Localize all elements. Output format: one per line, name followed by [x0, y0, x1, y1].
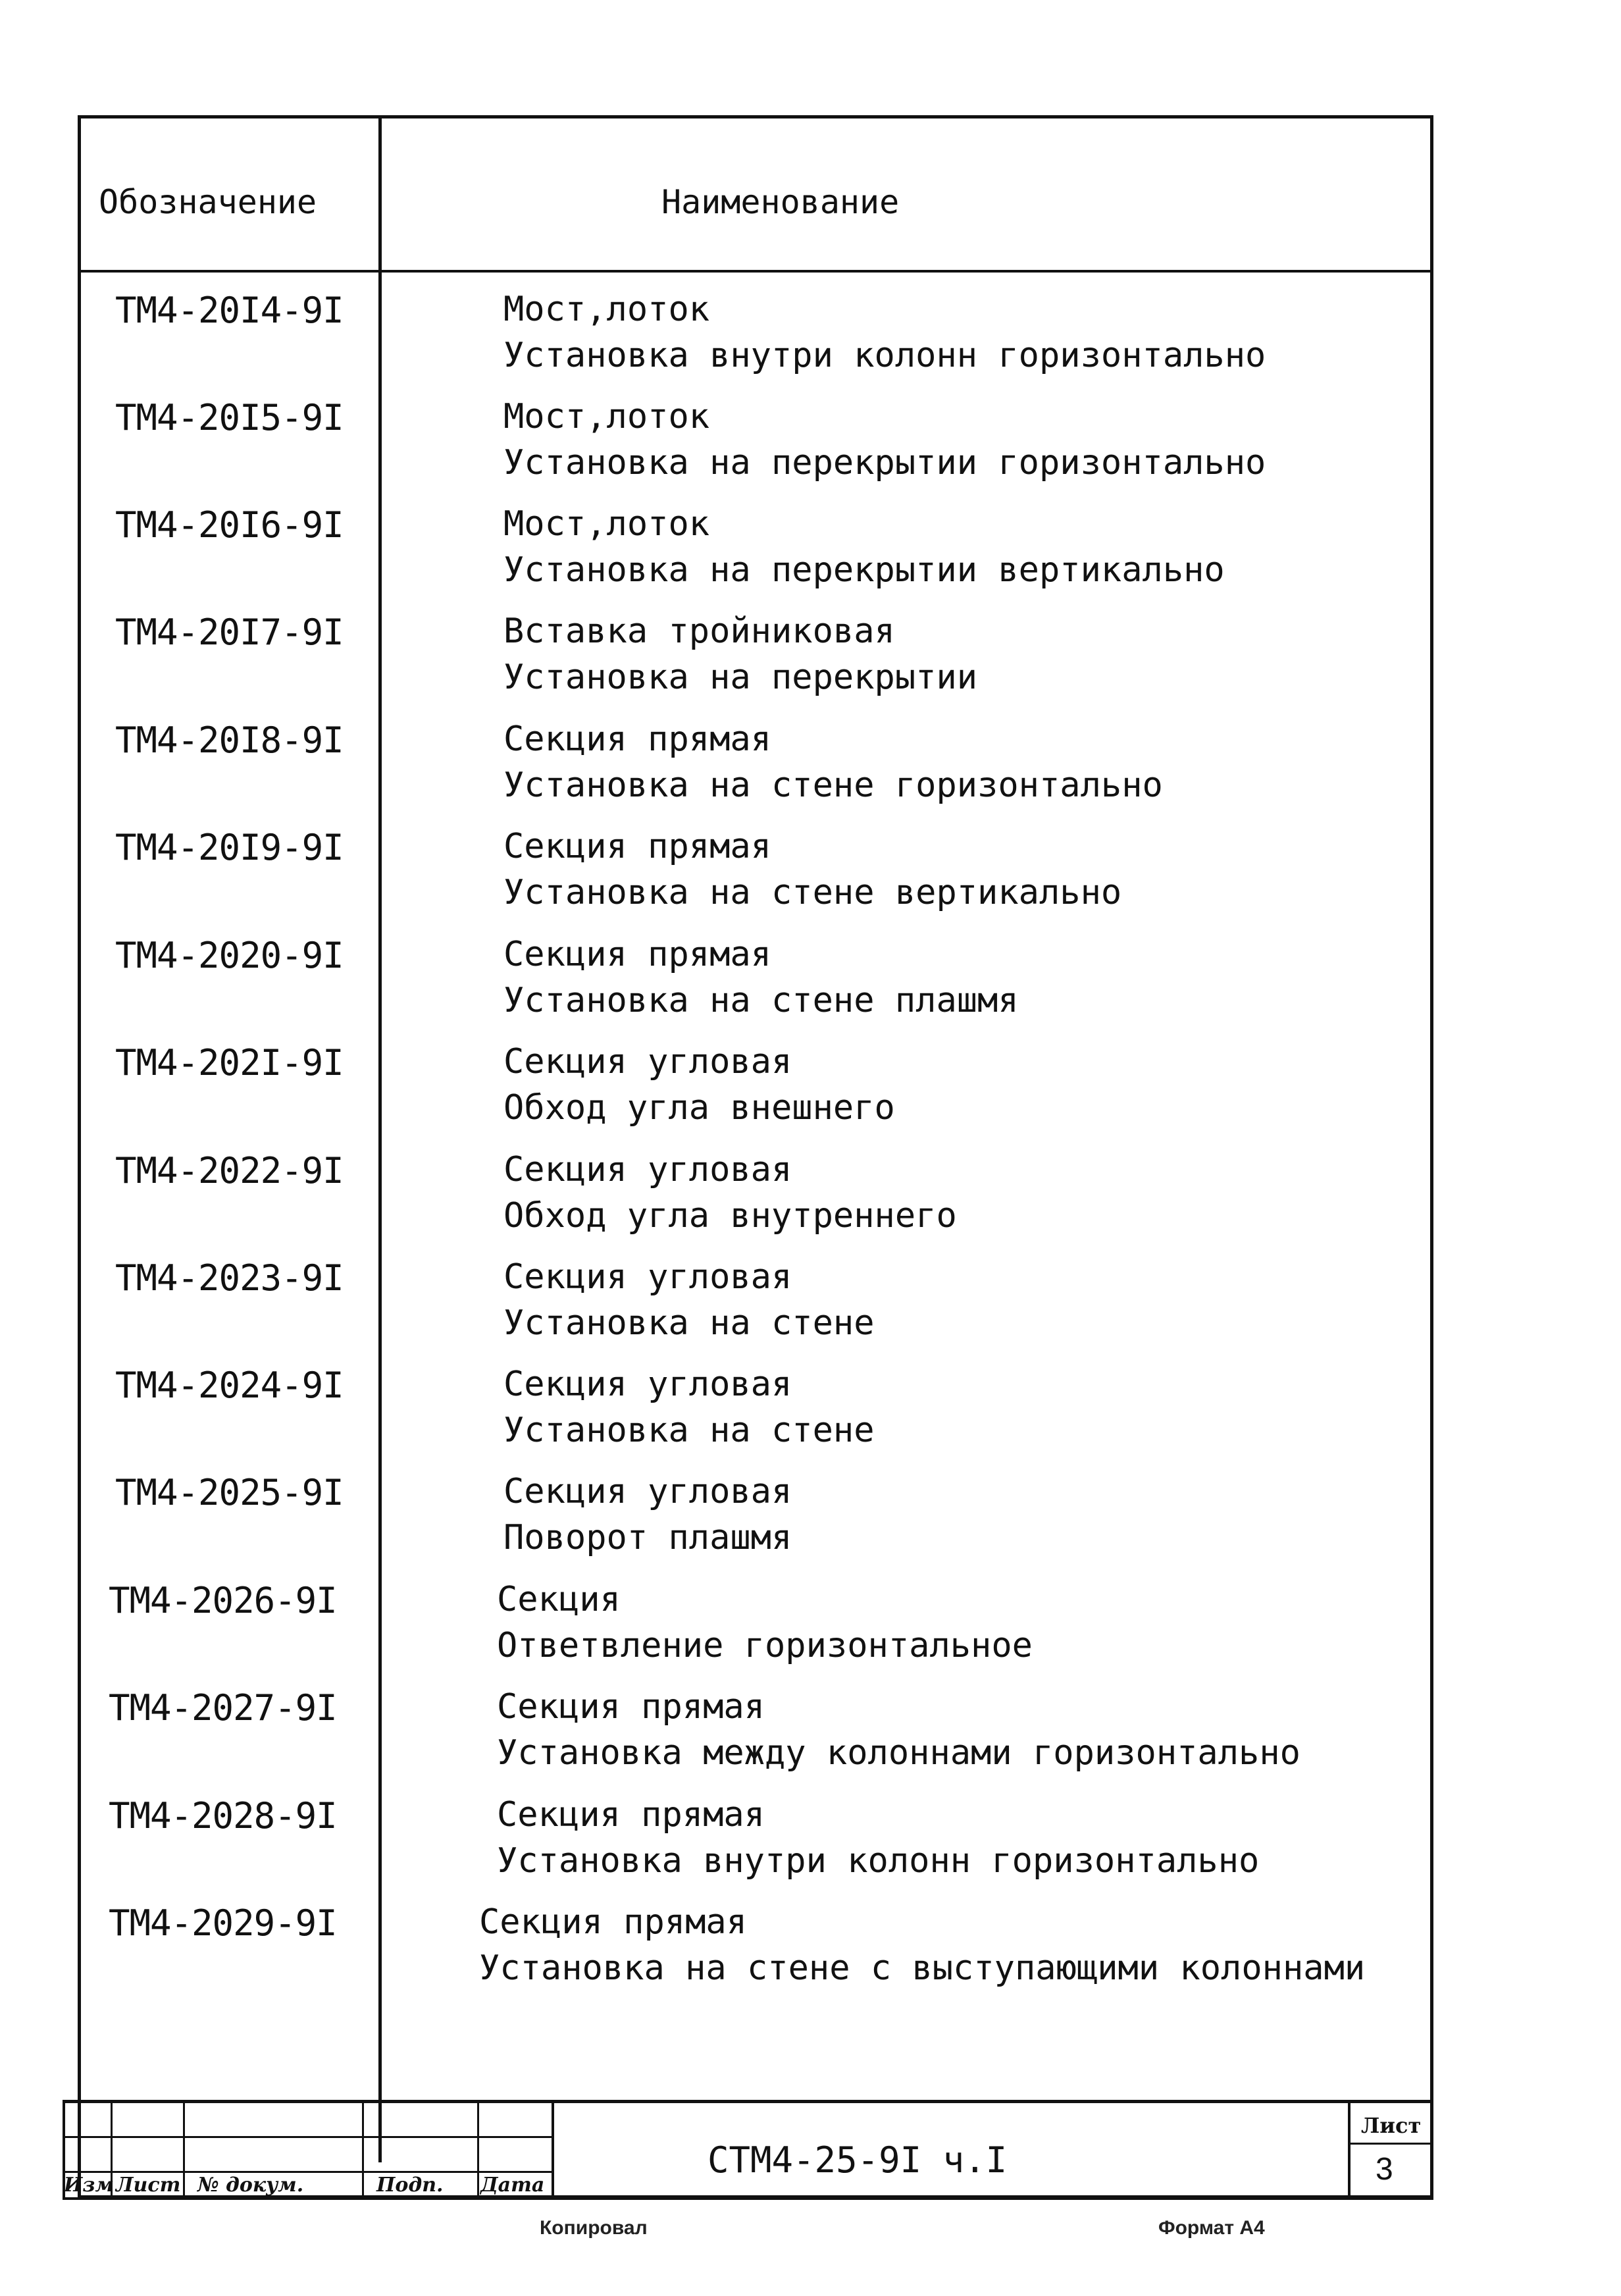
title-block-col-line — [183, 2100, 185, 2199]
format-label: Формат А4 — [1158, 2217, 1265, 2239]
title-block-row-line — [63, 2136, 553, 2138]
table-row — [0, 827, 1621, 932]
row-subtitle: Установка на перекрытии горизонтально — [503, 443, 1266, 483]
row-subtitle: Установка между колоннами горизонтально — [497, 1733, 1300, 1773]
row-subtitle: Установка внутри колонн горизонтально — [503, 336, 1266, 375]
row-title: Секция прямая — [503, 935, 771, 974]
table-row — [0, 1580, 1621, 1685]
row-subtitle: Установка на перекрытии — [503, 658, 978, 697]
column-header-code: Обозначение — [99, 183, 317, 221]
label-date: Дата — [480, 2174, 545, 2197]
row-subtitle: Установка на стене плашмя — [503, 981, 1019, 1020]
table-row — [0, 1795, 1621, 1900]
row-title: Секция угловая — [503, 1042, 792, 1082]
row-title: Секция угловая — [503, 1150, 792, 1189]
header-divider — [78, 270, 1433, 273]
row-title: Мост,лоток — [503, 504, 710, 544]
row-title: Секция угловая — [503, 1257, 792, 1297]
row-code: ТМ4-2026-9I — [109, 1580, 337, 1621]
row-subtitle: Установка на стене с выступающими колоннами — [479, 1948, 1366, 1988]
row-subtitle: Обход угла внутреннего — [503, 1196, 957, 1236]
title-block-col-line — [362, 2100, 364, 2199]
row-subtitle: Установка на стене горизонтально — [503, 766, 1163, 805]
table-row — [0, 1365, 1621, 1470]
table-row — [0, 504, 1621, 610]
row-subtitle: Установка на перекрытии вертикально — [503, 550, 1225, 590]
row-code: ТМ4-2029-9I — [109, 1902, 337, 1944]
row-code: ТМ4-2027-9I — [109, 1687, 337, 1729]
row-title: Вставка тройниковая — [503, 612, 895, 651]
row-title: Секция — [497, 1580, 621, 1619]
row-subtitle: Установка на стене — [503, 1303, 875, 1343]
label-sign: Подп. — [376, 2174, 444, 2197]
row-title: Мост,лоток — [503, 397, 710, 436]
sheet-label: Лист — [1361, 2113, 1422, 2138]
label-doc-no: № докум. — [197, 2174, 304, 2197]
title-block-top-line — [63, 2100, 1433, 2103]
column-header-name: Наименование — [661, 183, 900, 221]
row-title: Секция прямая — [497, 1795, 765, 1835]
table-row — [0, 1902, 1621, 2008]
row-code: ТМ4-2028-9I — [109, 1795, 337, 1837]
row-code: ТМ4-20I5-9I — [115, 397, 344, 438]
title-block-row-line — [63, 2171, 553, 2173]
row-code: ТМ4-20I9-9I — [115, 827, 344, 868]
row-code: ТМ4-20I6-9I — [115, 504, 344, 546]
sheet-number: 3 — [1376, 2152, 1393, 2187]
row-code: ТМ4-202I-9I — [115, 1042, 344, 1083]
row-subtitle: Установка на стене вертикально — [503, 873, 1122, 912]
title-block-col-line — [552, 2100, 554, 2199]
row-code: ТМ4-2023-9I — [115, 1257, 344, 1299]
label-list: Лист — [116, 2174, 181, 2197]
table-row — [0, 397, 1621, 502]
row-code: ТМ4-2022-9I — [115, 1150, 344, 1191]
row-title: Секция прямая — [503, 827, 771, 866]
row-code: ТМ4-20I7-9I — [115, 612, 344, 653]
title-block-col-line — [477, 2100, 479, 2199]
row-subtitle: Ответвление горизонтальное — [497, 1626, 1033, 1665]
row-subtitle: Обход угла внешнего — [503, 1088, 895, 1128]
table-row — [0, 1257, 1621, 1363]
row-code: ТМ4-20I8-9I — [115, 719, 344, 761]
table-row — [0, 612, 1621, 717]
copied-by-label: Копировал — [540, 2217, 648, 2239]
row-subtitle: Установка внутри колонн горизонтально — [497, 1841, 1260, 1881]
row-code: ТМ4-2025-9I — [115, 1472, 344, 1513]
row-subtitle: Поворот плашмя — [503, 1518, 792, 1557]
table-row — [0, 1150, 1621, 1255]
label-izm: Изм — [64, 2174, 115, 2197]
row-title: Мост,лоток — [503, 290, 710, 329]
row-title: Секция прямая — [503, 719, 771, 759]
table-row — [0, 1042, 1621, 1147]
row-code: ТМ4-2024-9I — [115, 1365, 344, 1406]
table-row — [0, 719, 1621, 825]
title-block-bottom-line — [63, 2197, 1433, 2200]
row-title: Секция прямая — [497, 1687, 765, 1727]
row-subtitle: Установка на стене — [503, 1411, 875, 1450]
row-title: Секция угловая — [503, 1365, 792, 1404]
table-row — [0, 290, 1621, 395]
table-row — [0, 935, 1621, 1040]
row-code: ТМ4-2020-9I — [115, 935, 344, 976]
title-block-col-line — [1348, 2100, 1351, 2199]
table-row — [0, 1687, 1621, 1792]
table-row — [0, 1472, 1621, 1577]
row-code: ТМ4-20I4-9I — [115, 290, 344, 331]
document-code: СТМ4-25-9I ч.I — [708, 2139, 1008, 2181]
sheet-cell-line — [1348, 2143, 1433, 2145]
row-title: Секция прямая — [479, 1902, 747, 1942]
row-title: Секция угловая — [503, 1472, 792, 1511]
